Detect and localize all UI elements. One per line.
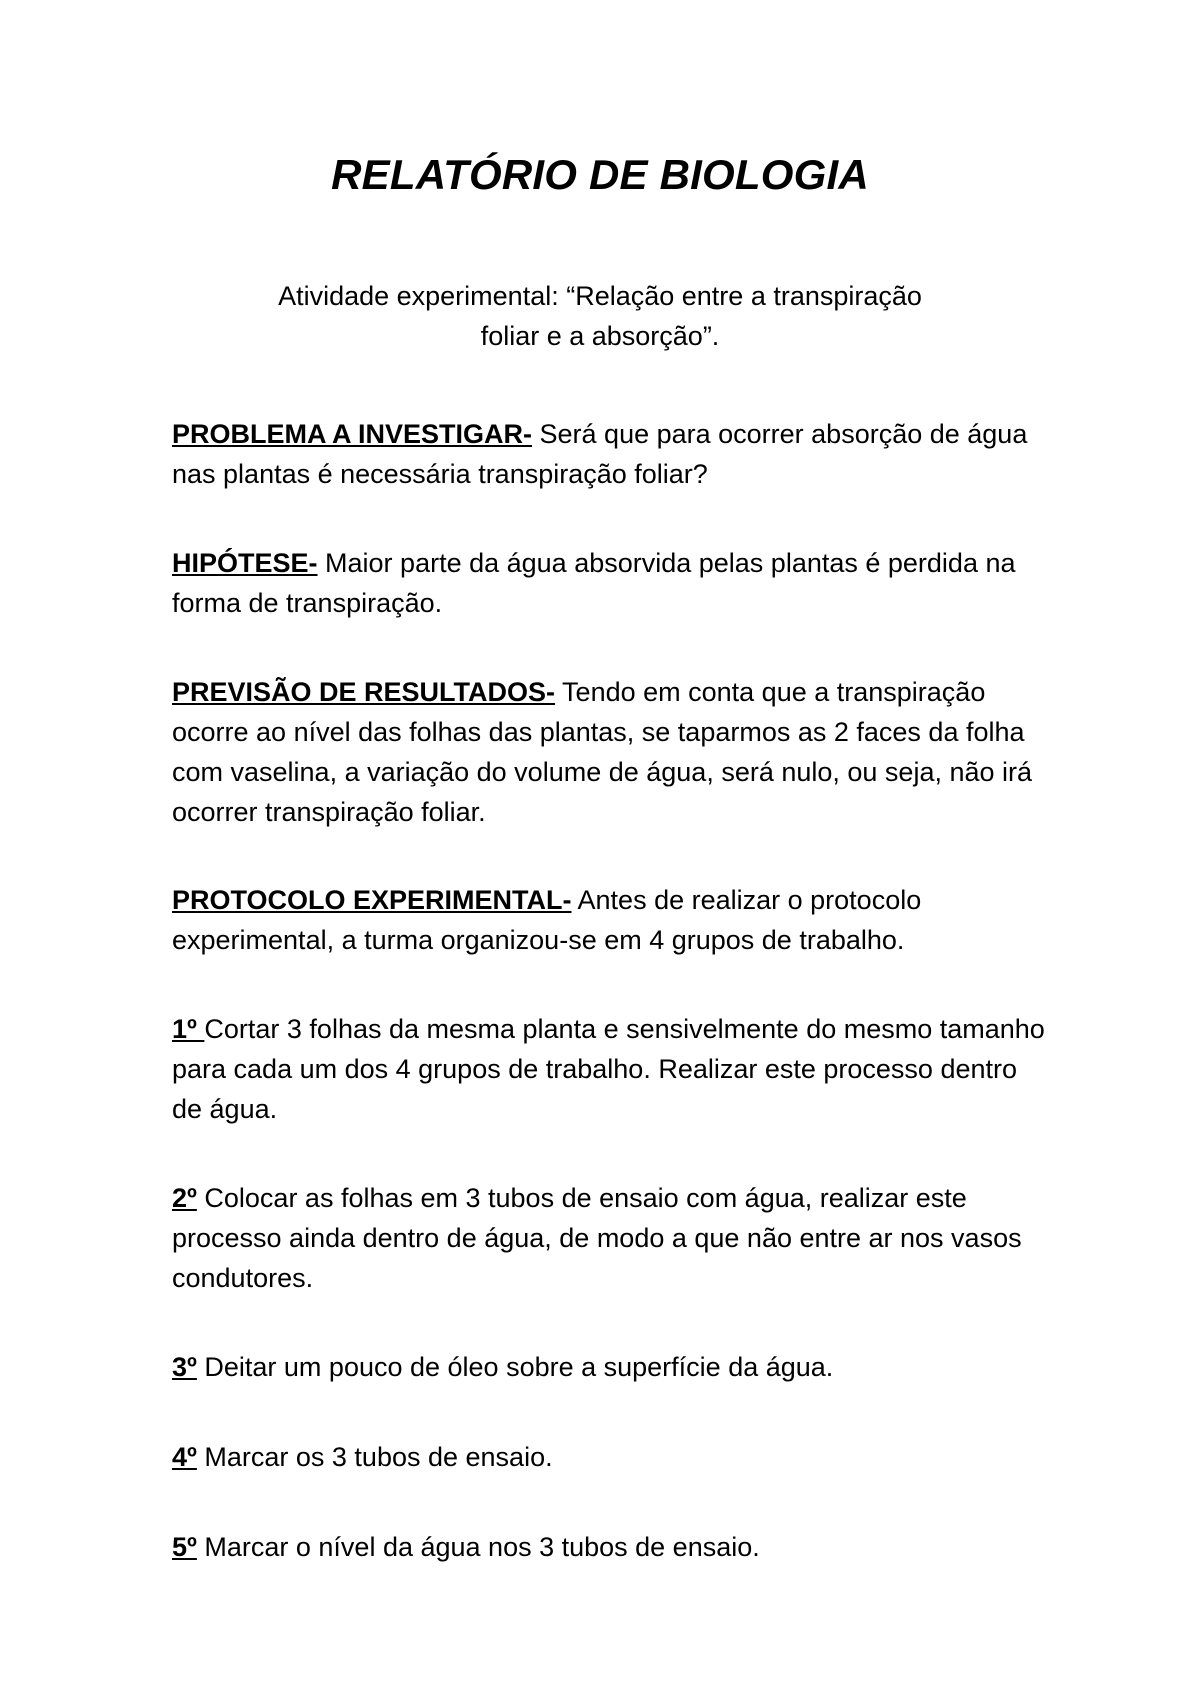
protocol-step-3	[172, 1347, 1052, 1387]
step-text: Cortar 3 folhas da mesma planta e sensivelmente do mesmo tamanho para cada um dos 4 grupos de trabalho. Realizar este processo dentro de água.	[172, 1014, 1045, 1124]
section-hipotese	[172, 543, 1052, 623]
subtitle-line-2: foliar e a absorção”.	[480, 321, 720, 351]
document-subtitle	[190, 276, 1010, 356]
section-heading-hipotese: HIPÓTESE-	[172, 548, 318, 578]
document-title: RELATÓRIO DE BIOLOGIA	[331, 151, 869, 198]
subtitle-line-1: Atividade experimental: “Relação entre a transpiração	[278, 281, 922, 311]
step-number: 4º	[172, 1442, 197, 1472]
protocol-step-1	[172, 1009, 1052, 1129]
section-text-previsao: Tendo em conta que a transpiração ocorre ao nível das folhas das plantas, se taparmos as 2 faces da folha com vaselina, a variação do volume de água, será nulo, ou seja, não irá ocorrer transpiração foliar.	[172, 677, 1033, 827]
section-problema	[172, 414, 1052, 494]
section-protocolo	[172, 880, 1052, 960]
section-text-hipotese: Maior parte da água absorvida pelas plantas é perdida na forma de transpiração.	[172, 548, 1016, 618]
step-number: 2º	[172, 1183, 197, 1213]
step-number: 5º	[172, 1532, 197, 1562]
step-text: Colocar as folhas em 3 tubos de ensaio com água, realizar este processo ainda dentro de água, de modo a que não entre ar nos vasos condutores.	[172, 1183, 1022, 1293]
section-heading-protocolo: PROTOCOLO EXPERIMENTAL-	[172, 885, 572, 915]
step-number: 3º	[172, 1352, 197, 1382]
step-text: Marcar o nível da água nos 3 tubos de ensaio.	[196, 1532, 760, 1562]
step-text: Marcar os 3 tubos de ensaio.	[196, 1442, 553, 1472]
protocol-step-4	[172, 1437, 1052, 1477]
section-heading-problema: PROBLEMA A INVESTIGAR-	[172, 419, 533, 449]
section-text-problema: Será que para ocorrer absorção de água nas plantas é necessária transpiração foliar?	[172, 419, 1028, 489]
step-number: 1º	[172, 1014, 205, 1044]
step-text: Deitar um pouco de óleo sobre a superfície da água.	[196, 1352, 834, 1382]
section-heading-previsao: PREVISÃO DE RESULTADOS-	[172, 677, 556, 707]
section-text-protocolo: Antes de realizar o protocolo experimental, a turma organizou-se em 4 grupos de trabalho.	[172, 885, 922, 955]
protocol-step-2	[172, 1178, 1052, 1298]
section-previsao	[172, 672, 1052, 832]
protocol-step-5	[172, 1527, 1052, 1567]
